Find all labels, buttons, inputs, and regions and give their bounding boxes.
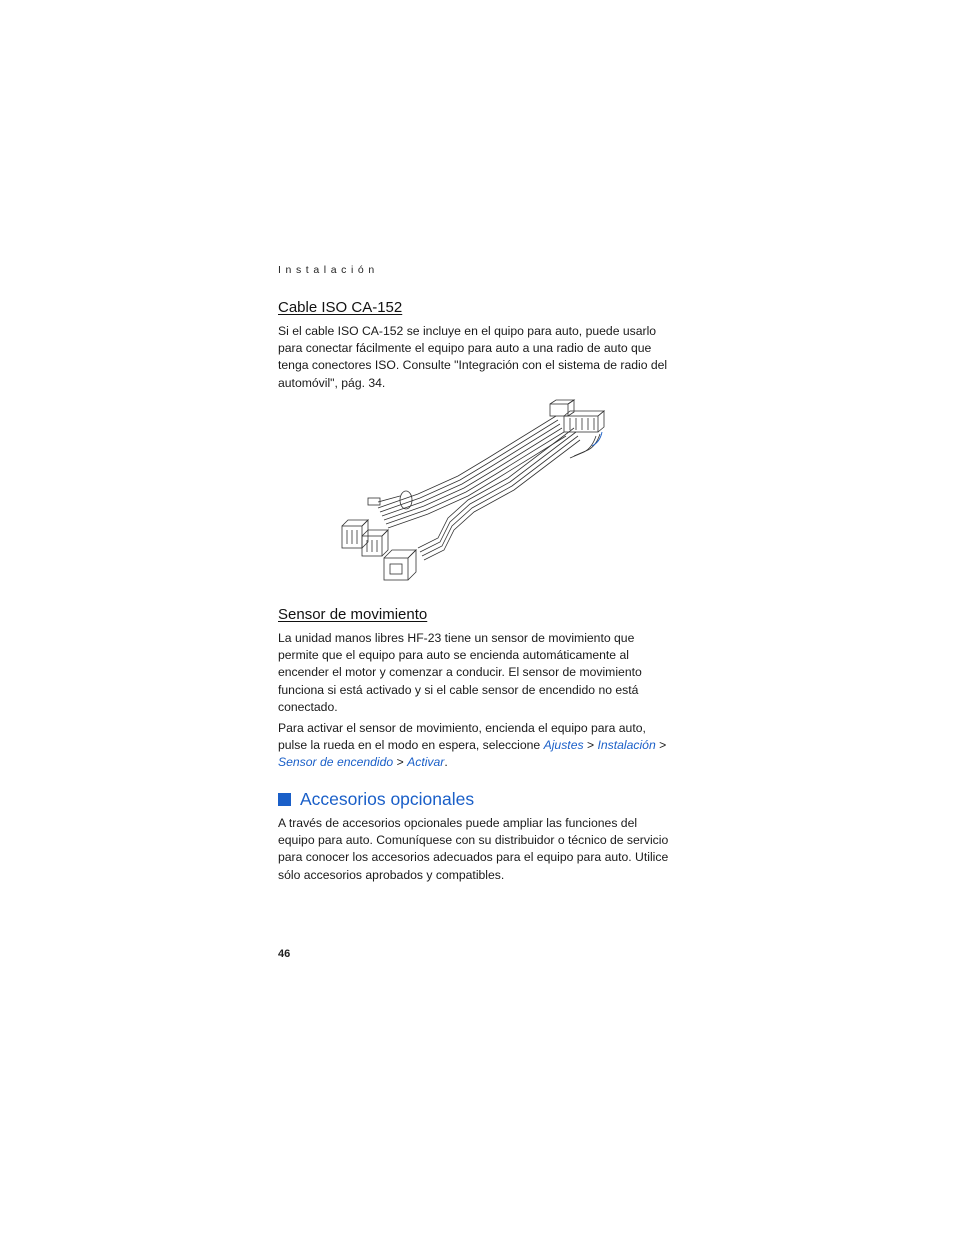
link-activar[interactable]: Activar bbox=[407, 755, 445, 770]
text-line: La unidad manos libres HF-23 tiene un sensor de movimiento que bbox=[278, 631, 635, 645]
running-head: Instalación bbox=[278, 264, 379, 276]
text-line: para conocer los accesorios adecuados para el equipo para auto. Utilice bbox=[278, 850, 669, 865]
text-line: equipo para auto. Comuníquese con su distribuidor o técnico de servicio bbox=[278, 833, 669, 848]
text-line: Si el cable ISO CA-152 se incluye en el quipo para auto, puede usarlo bbox=[278, 324, 657, 338]
text-fragment: pulse la rueda en el modo en espera, seleccione bbox=[278, 738, 544, 753]
link-instalacion[interactable]: Instalación bbox=[597, 738, 656, 753]
separator: > bbox=[655, 738, 667, 753]
separator: > bbox=[583, 738, 598, 753]
heading-cable-iso: Cable ISO CA-152 bbox=[278, 299, 403, 316]
page-number: 46 bbox=[278, 948, 291, 960]
text-line: sólo accesorios aprobados y compatibles. bbox=[278, 867, 505, 882]
paragraph-sensor-1 bbox=[278, 630, 670, 716]
paragraph-sensor-2 bbox=[278, 720, 670, 772]
text-line bbox=[278, 754, 670, 771]
iso-cable-illustration bbox=[338, 398, 608, 588]
text-line: Para activar el sensor de movimiento, encienda el equipo para auto, bbox=[278, 721, 646, 735]
link-sensor-de-encendido[interactable]: Sensor de encendido bbox=[278, 755, 394, 770]
text-line: para conectar fácilmente el equipo para auto a una radio de auto que bbox=[278, 341, 652, 356]
text-line: tenga conectores ISO. Consulte "Integración con el sistema de radio del bbox=[278, 358, 668, 373]
section-square-icon bbox=[278, 793, 291, 806]
heading-sensor-movimiento: Sensor de movimiento bbox=[278, 606, 428, 623]
text-line: automóvil", pág. 34. bbox=[278, 375, 386, 390]
text-line: funciona si está activado y si el cable sensor de encendido no está bbox=[278, 682, 639, 697]
text-line: encender el motor y comenzar a conducir. El sensor de movimiento bbox=[278, 665, 642, 680]
text-line bbox=[278, 737, 670, 754]
heading-accesorios-opcionales bbox=[278, 789, 474, 810]
manual-page bbox=[278, 0, 670, 1235]
period: . bbox=[444, 755, 448, 770]
text-line: permite que el equipo para auto se encienda automáticamente al bbox=[278, 648, 629, 663]
separator: > bbox=[393, 755, 408, 770]
text-line: conectado. bbox=[278, 699, 338, 714]
heading-text: Accesorios opcionales bbox=[300, 789, 475, 809]
text-line: A través de accesorios opcionales puede ampliar las funciones del bbox=[278, 816, 638, 830]
paragraph-cable-iso bbox=[278, 323, 670, 392]
paragraph-accesorios bbox=[278, 815, 670, 884]
link-ajustes[interactable]: Ajustes bbox=[543, 738, 584, 753]
